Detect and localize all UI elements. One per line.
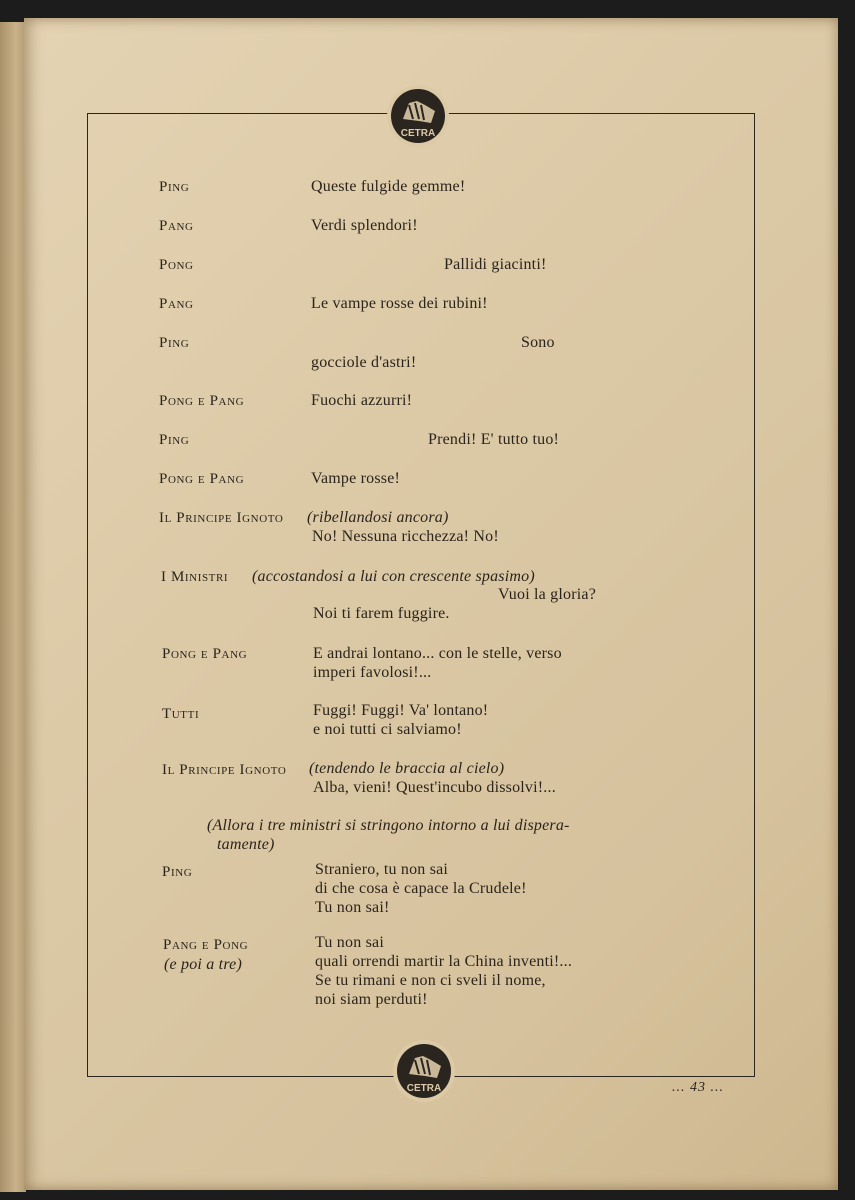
speaker-name: Ping <box>159 432 190 448</box>
speaker-name: I Ministri <box>161 569 229 585</box>
page-number: ... 43 ... <box>672 1080 724 1095</box>
speaker-name: Il Principe Ignoto <box>162 762 287 778</box>
speaker-name: Ping <box>162 864 193 880</box>
cetra-logo-bottom <box>397 1044 451 1098</box>
cetra-logo-top <box>391 89 445 143</box>
verse-line: Noi ti farem fuggire. <box>313 605 450 622</box>
logo-lettering: CETRA <box>400 128 436 139</box>
verse-line: No! Nessuna ricchezza! No! <box>312 528 499 545</box>
speaker-name: Tutti <box>162 706 200 722</box>
verse-line: quali orrendi martir la China inventi!... <box>315 953 573 970</box>
speaker-name: Ping <box>159 179 190 195</box>
verse-line: e noi tutti ci salviamo! <box>313 721 462 738</box>
speaker-name: Ping <box>159 335 190 351</box>
speaker-name: Il Principe Ignoto <box>159 510 284 526</box>
stage-direction: (Allora i tre ministri si stringono intorno a lui dispera- <box>207 817 570 834</box>
verse-line: Queste fulgide gemme! <box>311 178 466 195</box>
speaker-name: Pong e Pang <box>162 646 248 662</box>
verse-line: noi siam perduti! <box>315 991 428 1008</box>
verse-line: E andrai lontano... con le stelle, verso <box>313 645 562 662</box>
speaker-name: Pang e Pong <box>163 937 249 953</box>
verse-line: Pallidi giacinti! <box>444 256 547 273</box>
facing-page-edge <box>0 22 26 1192</box>
stage-direction: (tendendo le braccia al cielo) <box>309 760 505 777</box>
speaker-name: Pang <box>159 218 194 234</box>
verse-line: Vuoi la gloria? <box>498 586 597 603</box>
verse-line: Sono <box>521 334 555 351</box>
stage-direction: tamente) <box>217 836 275 853</box>
verse-line: Fuochi azzurri! <box>311 392 413 409</box>
verse-line: Se tu rimani e non ci sveli il nome, <box>315 972 546 989</box>
stage-direction: (accostandosi a lui con crescente spasimo) <box>252 568 535 585</box>
verse-line: Le vampe rosse dei rubini! <box>311 295 488 312</box>
speaker-name: Pong e Pang <box>159 393 245 409</box>
verse-line: Tu non sai! <box>315 899 390 916</box>
logo-lettering: CETRA <box>406 1083 442 1094</box>
verse-line: Verdi splendori! <box>311 217 418 234</box>
stage-direction: (ribellandosi ancora) <box>307 509 449 526</box>
verse-line: Vampe rosse! <box>311 470 401 487</box>
verse-line: Alba, vieni! Quest'incubo dissolvi!... <box>313 779 556 796</box>
verse-line: Tu non sai <box>315 934 384 951</box>
speaker-name: Pong <box>159 257 194 273</box>
verse-line: Prendi! E' tutto tuo! <box>428 431 560 448</box>
verse-line: gocciole d'astri! <box>311 354 417 371</box>
verse-line: Straniero, tu non sai <box>315 861 449 878</box>
speaker-name: Pong e Pang <box>159 471 245 487</box>
stage-direction: (e poi a tre) <box>164 956 242 973</box>
verse-line: Fuggi! Fuggi! Va' lontano! <box>313 702 489 719</box>
verse-line: di che cosa è capace la Crudele! <box>315 880 527 897</box>
verse-line: imperi favolosi!... <box>313 664 432 681</box>
speaker-name: Pang <box>159 296 194 312</box>
